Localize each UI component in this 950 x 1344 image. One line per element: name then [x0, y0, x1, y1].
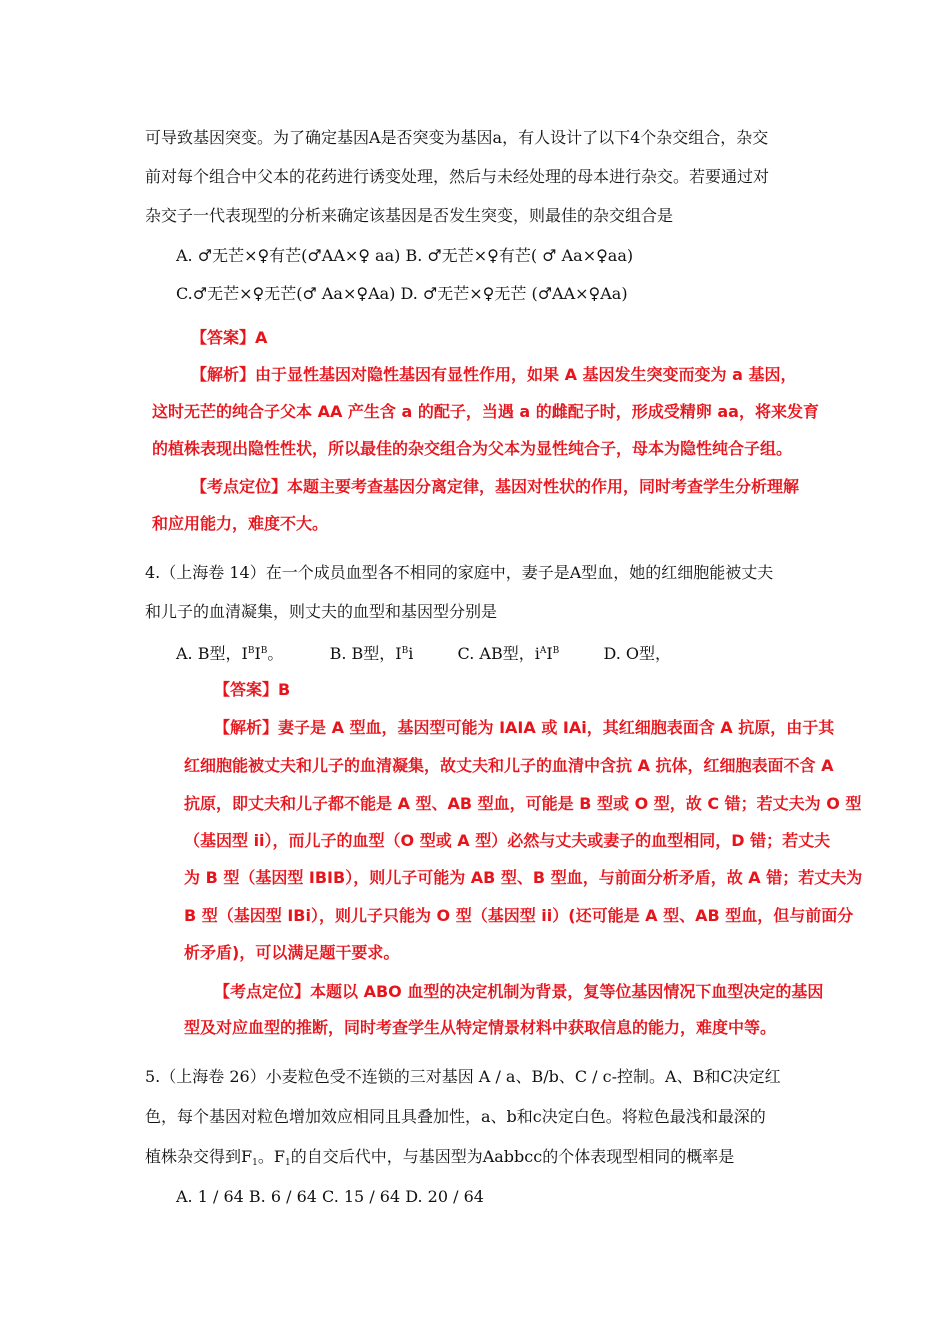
question-stem: 4.（上海卷 14）在一个成员血型各不相同的家庭中，妻子是A型血，她的红细胞能被丈夫: [145, 563, 774, 582]
option-b: B. B型，$I^Bi$: [329, 644, 414, 663]
analysis-line: 这时无芒的纯合子父本 AA 产生含 a 的配子，当遇 a 的雌配子时，形成受精卵 aa，将来发育: [152, 402, 819, 421]
option-line: C.♂无芒×♀无芒(♂ Aa×♀Aa) D. ♂无芒×♀无芒 (♂AA×♀Aa): [176, 284, 628, 303]
analysis-line: 抗原，即丈夫和儿子都不能是 A 型、AB 型血，可能是 B 型或 O 型，故 C 错；若丈夫为 O 型: [184, 794, 862, 813]
question-stem: 色，每个基因对粒色增加效应相同且具叠加性，a、b和c决定白色。将粒色最浅和最深的: [145, 1107, 766, 1126]
paragraph-line: 杂交子一代表现型的分析来确定该基因是否发生突变，则最佳的杂交组合是: [145, 206, 674, 225]
point-line: 型及对应血型的推断，同时考查学生从特定情景材料中获取信息的能力，难度中等。: [184, 1018, 777, 1037]
option-d: D. O型，: [603, 644, 672, 663]
answer-line: [191, 327, 267, 349]
paragraph-line: 前对每个组合中父本的花药进行诱变处理，然后与未经处理的母本进行杂交。若要通过对: [145, 167, 770, 186]
option-line: [176, 640, 671, 665]
question-stem: 5.（上海卷 26）小麦粒色受不连锁的三对基因 A / a、B/b、C / c-控制。A、B和C决定红: [145, 1067, 781, 1086]
analysis-line: 【解析】由于显性基因对隐性基因有显性作用，如果 A 基因发生突变而变为 a 基因，: [191, 365, 797, 384]
point-line: 和应用能力，难度不大。: [152, 514, 329, 533]
analysis-line: 红细胞能被丈夫和儿子的血清凝集，故丈夫和儿子的血清中含抗 A 抗体，红细胞表面不含 A: [184, 756, 834, 775]
analysis-line: 为 B 型（基因型 IBIB），则儿子可能为 AB 型、B 型血，与前面分析矛盾，故 A 错；若丈夫为: [184, 868, 863, 887]
analysis-line: B 型（基因型 IBi），则儿子只能为 O 型（基因型 ii）(还可能是 A 型、AB 型血，但与前面分: [184, 906, 854, 925]
option-line: A. ♂无芒×♀有芒(♂AA×♀ aa) B. ♂无芒×♀有芒( ♂ Aa×♀aa): [176, 246, 634, 265]
analysis-line: 的植株表现出隐性性状，所以最佳的杂交组合为父本为显性纯合子，母本为隐性纯合子组。: [152, 439, 793, 458]
question-stem: 植株杂交得到$F_1$。$F_1$的自交后代中，与基因型为Aabbcc的个体表现型相同的概率是: [145, 1147, 735, 1168]
answer-tag: 【答案】: [214, 680, 279, 699]
point-line: 【考点定位】本题以 ABO 血型的决定机制为背景，复等位基因情况下血型决定的基因: [214, 982, 824, 1001]
answer-value: A: [255, 328, 268, 347]
question-stem: 和儿子的血清凝集，则丈夫的血型和基因型分别是: [145, 602, 498, 621]
point-line: 【考点定位】本题主要考查基因分离定律，基因对性状的作用，同时考查学生分析理解: [191, 477, 800, 496]
option-a: A. B型，$I^BI^B$。: [176, 644, 284, 663]
option-c: C. AB型，$i^AI^B$: [457, 644, 560, 663]
analysis-line: 析矛盾)，可以满足题干要求。: [184, 943, 400, 962]
answer-tag: 【答案】: [191, 328, 256, 347]
analysis-line: 【解析】妻子是 A 型血，基因型可能为 IAIA 或 IAi，其红细胞表面含 A 抗原，由于其: [214, 718, 835, 737]
analysis-line: （基因型 ii），而儿子的血型（O 型或 A 型）必然与丈夫或妻子的血型相同，D 错；若丈夫: [184, 831, 831, 850]
answer-line: [214, 679, 290, 701]
paragraph-line: 可导致基因突变。为了确定基因A是否突变为基因a，有人设计了以下4个杂交组合，杂交: [145, 128, 769, 147]
option-line: A. 1 / 64 B. 6 / 64 C. 15 / 64 D. 20 / 64: [176, 1187, 484, 1206]
answer-value: B: [278, 680, 291, 699]
